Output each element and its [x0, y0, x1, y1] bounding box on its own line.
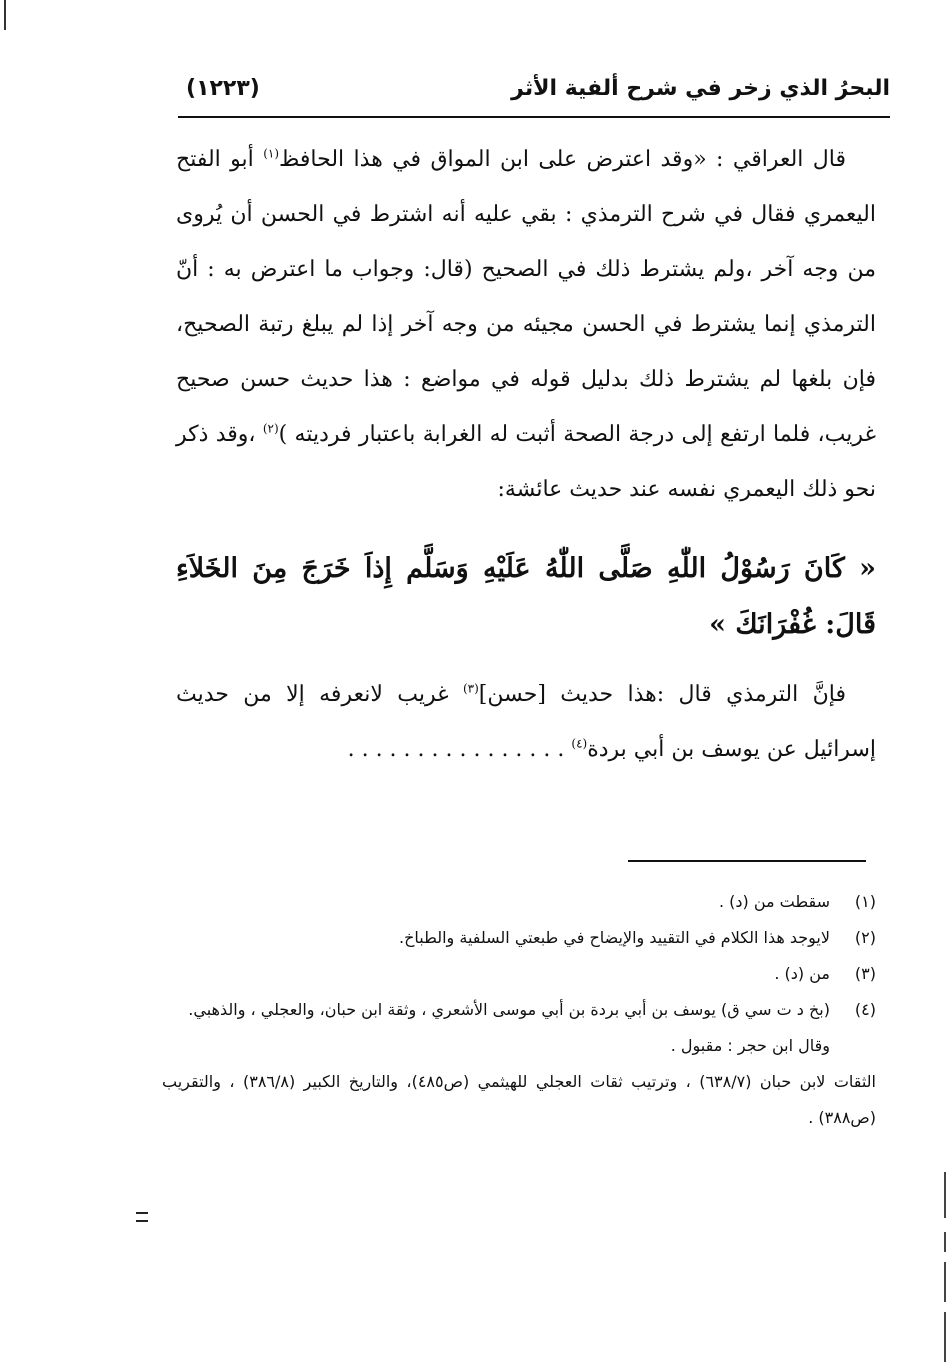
- ellipsis-dots: . . . . . . . . . . . . . . . .: [347, 737, 572, 762]
- footnote-divider: [628, 860, 866, 862]
- footnote-2: [162, 920, 876, 956]
- footnote-text: لايوجد هذا الكلام في التقييد والإيضاح في طبعتي السلفية والطباخ.: [398, 928, 830, 947]
- paragraph-1-part-b: أبو الفتح اليعمري فقال في شرح الترمذي : بقي عليه أنه اشترط في الحسن أن يُروى من وجه آخر ،ولم يشترط ذلك في الصحيح (قال: وجواب ما اعترض به : أنّ الترمذي إنما يشترط في الحسن مجيئه من وجه آخر إذا لم يبلغ رتبة الصحيح، فإن بلغها لم يشترط ذلك بدليل قوله في مواضع : هذا حديث حسن صحيح غريب، فلما ارتفع إلى درجة الصحة أثبت له الغرابة باعتبار فرديته ): [176, 147, 876, 447]
- footnote-4-references: الثقات لابن حبان (٦٣٨/٧) ، وترتيب ثقات العجلي للهيثمي (ص٤٨٥)، والتاريخ الكبير (٣٨٦/٨) ، والتقريب (ص٣٨٨) .: [162, 1072, 877, 1127]
- footnote-ref-2[interactable]: (٢): [262, 421, 279, 436]
- footnote-1: [162, 884, 876, 920]
- footnote-4-grading: وقال ابن حجر : مقبول .: [670, 1036, 830, 1055]
- bracketed-word: [حسن]: [478, 682, 546, 707]
- footnote-ref-3[interactable]: (٣): [462, 681, 479, 696]
- page-number: (١٢٢٣): [186, 76, 260, 101]
- header-divider: [178, 116, 890, 118]
- paragraph-1-part-c: ،وقد ذكر نحو ذلك اليعمري نفسه عند حديث عائشة:: [176, 422, 876, 502]
- paragraph-1: [176, 132, 876, 517]
- footnote-3: [162, 956, 876, 992]
- footnote-number: (٣): [854, 964, 876, 983]
- book-title: البحرُ الذي زخر في شرح ألفية الأثر: [511, 76, 890, 101]
- hadith-quote: « كَانَ رَسُوْلُ اللّٰهِ صَلَّى اللّٰهُ عَلَيْهِ وَسَلَّم إِذاَ خَرَجَ مِنَ الخَلاَءِ قَالَ: غُفْرَانَكَ »: [176, 553, 876, 640]
- paragraph-2-part-b: غريب لانعرفه إلا من حديث إسرائيل عن يوسف بن أبي بردة: [176, 682, 876, 762]
- footnote-text: (بخ د ت سي ق) يوسف بن أبي بردة بن أبي موسى الأشعري ، وثقة ابن حبان، والعجلي ، والذهبي.: [188, 1000, 830, 1019]
- scan-edge-line: [944, 1262, 946, 1302]
- scan-edge-line: [944, 1172, 946, 1218]
- footnote-ref-4[interactable]: (٤): [571, 736, 588, 751]
- footnote-number: (٢): [854, 928, 876, 947]
- paragraph-2-part-a: فإنَّ الترمذي قال :هذا حديث: [545, 682, 846, 707]
- paragraph-1-part-a: قال العراقي : «وقد اعترض على ابن المواق في هذا الحافظ: [279, 147, 847, 172]
- footnote-text: سقطت من (د) .: [718, 892, 830, 911]
- running-header: [178, 68, 890, 114]
- footnote-text: من (د) .: [774, 964, 830, 983]
- footnote-number: (٤): [854, 1000, 876, 1019]
- footnotes: [162, 884, 876, 1136]
- scan-edge-line: [944, 1232, 946, 1252]
- footnote-4: [162, 992, 876, 1028]
- paragraph-2: [176, 667, 876, 777]
- footnote-ref-1[interactable]: (١): [263, 146, 280, 161]
- scan-edge-line: [944, 1312, 946, 1362]
- footnote-number: (١): [854, 892, 876, 911]
- page-edge-mark: [4, 0, 6, 30]
- main-text: [176, 132, 876, 777]
- margin-mark: [136, 1212, 148, 1222]
